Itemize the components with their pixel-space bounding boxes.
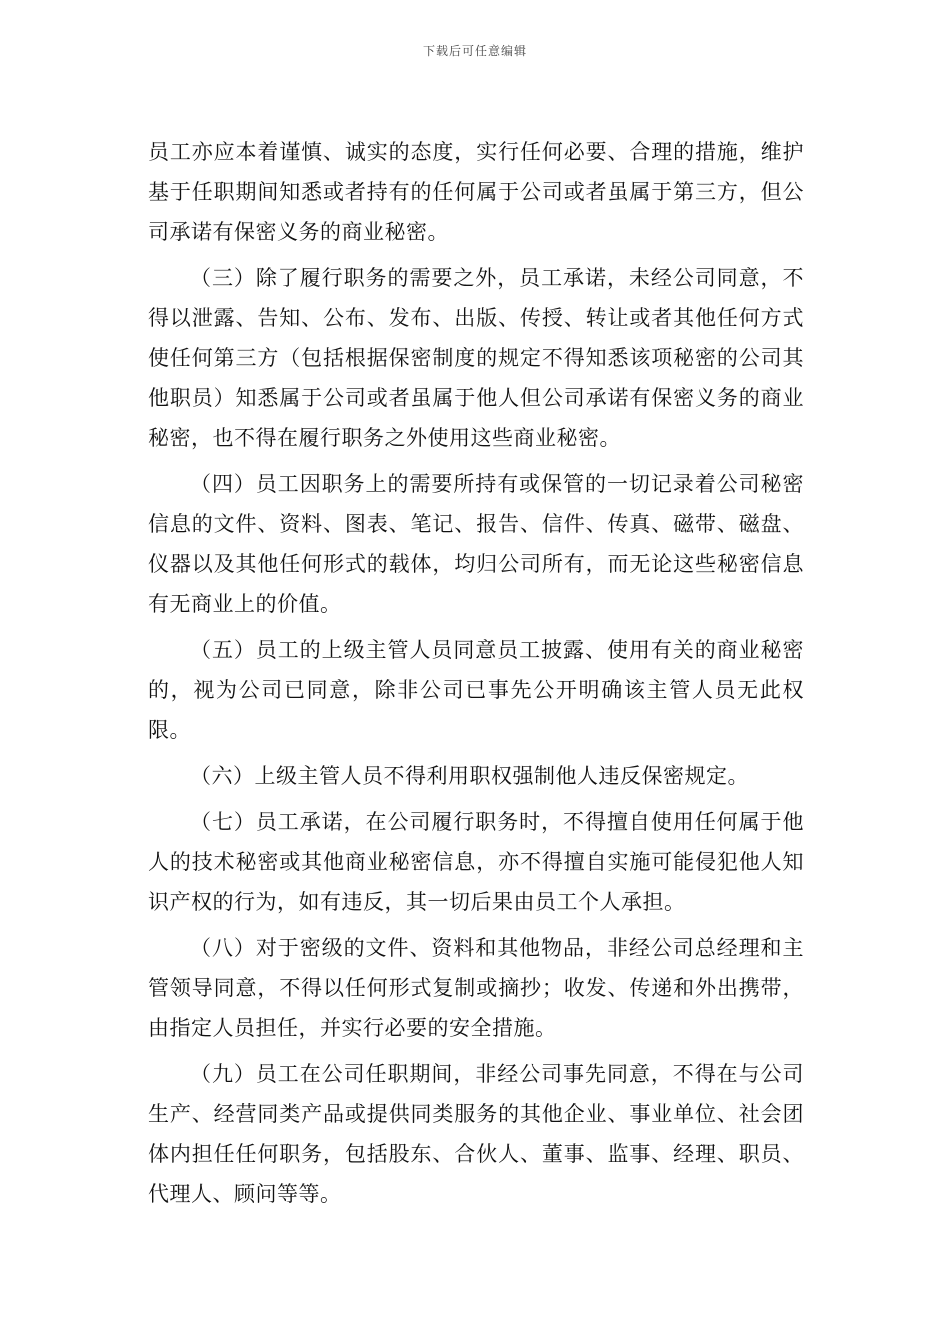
paragraph-clause-4: （四）员工因职务上的需要所持有或保管的一切记录着公司秘密信息的文件、资料、图表、笔记、报告、信件、传真、磁带、磁盘、仪器以及其他任何形式的载体，均归公司所有，而无论这些秘密信息有无商业上的价值。 [148, 472, 804, 616]
document-body [148, 132, 804, 1214]
paragraph-clause-6: （六）上级主管人员不得利用职权强制他人违反保密规定。 [190, 764, 749, 788]
page-header-note: 下载后可任意编辑 [422, 44, 527, 58]
paragraph-continuation: 员工亦应本着谨慎、诚实的态度，实行任何必要、合理的措施，维护基于任职期间知悉或者持有的任何属于公司或者虽属于第三方，但公司承诺有保密义务的商业秘密。 [148, 140, 804, 244]
paragraph-clause-7: （七）员工承诺，在公司履行职务时，不得擅自使用任何属于他人的技术秘密或其他商业秘密信息，亦不得擅自实施可能侵犯他人知识产权的行为，如有违反，其一切后果由员工个人承担。 [148, 810, 804, 914]
paragraph-clause-9: （九）员工在公司任职期间，非经公司事先同意，不得在与公司生产、经营同类产品或提供同类服务的其他企业、事业单位、社会团体内担任任何职务，包括股东、合伙人、董事、监事、经理、职员、代理人、顾问等等。 [148, 1062, 804, 1206]
paragraph-clause-8: （八）对于密级的文件、资料和其他物品，非经公司总经理和主管领导同意，不得以任何形式复制或摘抄；收发、传递和外出携带，由指定人员担任，并实行必要的安全措施。 [148, 936, 804, 1040]
paragraph-clause-3: （三）除了履行职务的需要之外，员工承诺，未经公司同意，不得以泄露、告知、公布、发布、出版、传授、转让或者其他任何方式使任何第三方（包括根据保密制度的规定不得知悉该项秘密的公司其他职员）知悉属于公司或者虽属于他人但公司承诺有保密义务的商业秘密，也不得在履行职务之外使用这些商业秘密。 [148, 266, 804, 450]
paragraph-clause-5: （五）员工的上级主管人员同意员工披露、使用有关的商业秘密的，视为公司已同意，除非公司已事先公开明确该主管人员无此权限。 [148, 638, 804, 742]
